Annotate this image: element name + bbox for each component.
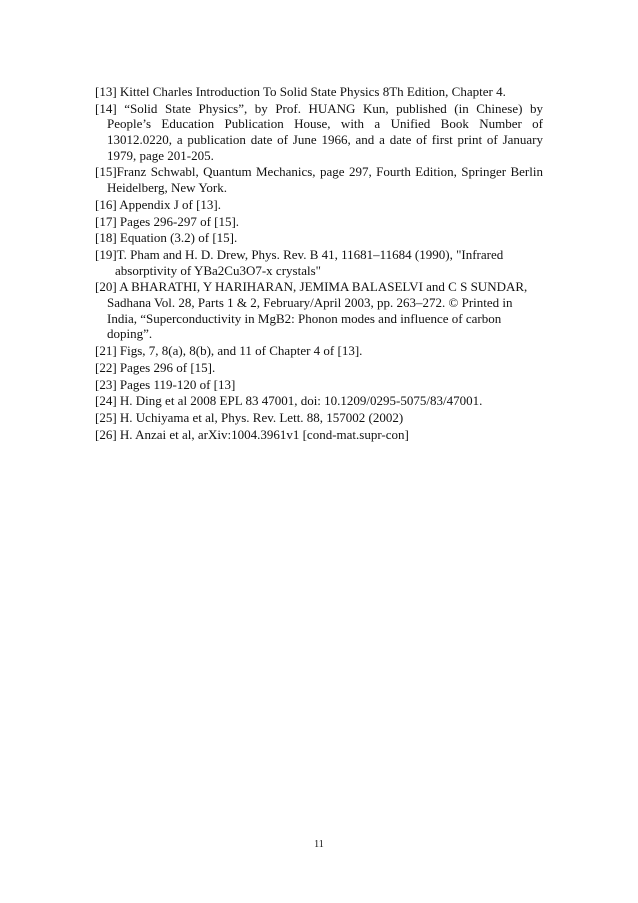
reference-15: [15]Franz Schwabl, Quantum Mechanics, page 297, Fourth Edition, Springer Berlin Heidelberg, New York. (95, 164, 543, 195)
reference-list (95, 84, 543, 444)
reference-19: [19]T. Pham and H. D. Drew, Phys. Rev. B 41, 11681–11684 (1990), "Infrared absorptivity of YBa2Cu3O7-x crystals" (95, 247, 504, 278)
reference-13: [13] Kittel Charles Introduction To Solid State Physics 8Th Edition, Chapter 4. (95, 84, 506, 99)
reference-24: [24] H. Ding et al 2008 EPL 83 47001, doi: 10.1209/0295-5075/83/47001. (95, 393, 483, 409)
reference-14: [14] “Solid State Physics”, by Prof. HUANG Kun, published (in Chinese) by People’s Education Publication House, with a Unified Book Number of 13012.0220, a publication date of June 1966, and a date of first print of January 1979, page 201-205. (95, 100, 543, 163)
reference-21: [21] Figs, 7, 8(a), 8(b), and 11 of Chapter 4 of [13]. (95, 343, 363, 358)
reference-22: [22] Pages 296 of [15]. (95, 359, 216, 375)
page-number: 11 (314, 839, 324, 850)
reference-23: [23] Pages 119-120 of [13] (95, 376, 236, 392)
reference-20: [20] A BHARATHI, Y HARIHARAN, JEMIMA BALASELVI and C S SUNDAR, Sadhana Vol. 28, Parts 1 & 2, February/April 2003, pp. 263–272. © Printed in India, “Superconductivity in MgB2: Phonon modes and influence of carbon doping”. (95, 279, 528, 342)
reference-18: [18] Equation (3.2) of [15]. (95, 230, 238, 246)
reference-25: [25] H. Uchiyama et al, Phys. Rev. Lett. 88, 157002 (2002) (95, 410, 404, 426)
reference-16: [16] Appendix J of [13]. (95, 196, 222, 212)
reference-17: [17] Pages 296-297 of [15]. (95, 213, 240, 229)
reference-26: [26] H. Anzai et al, arXiv:1004.3961v1 [cond-mat.supr-con] (95, 426, 409, 442)
